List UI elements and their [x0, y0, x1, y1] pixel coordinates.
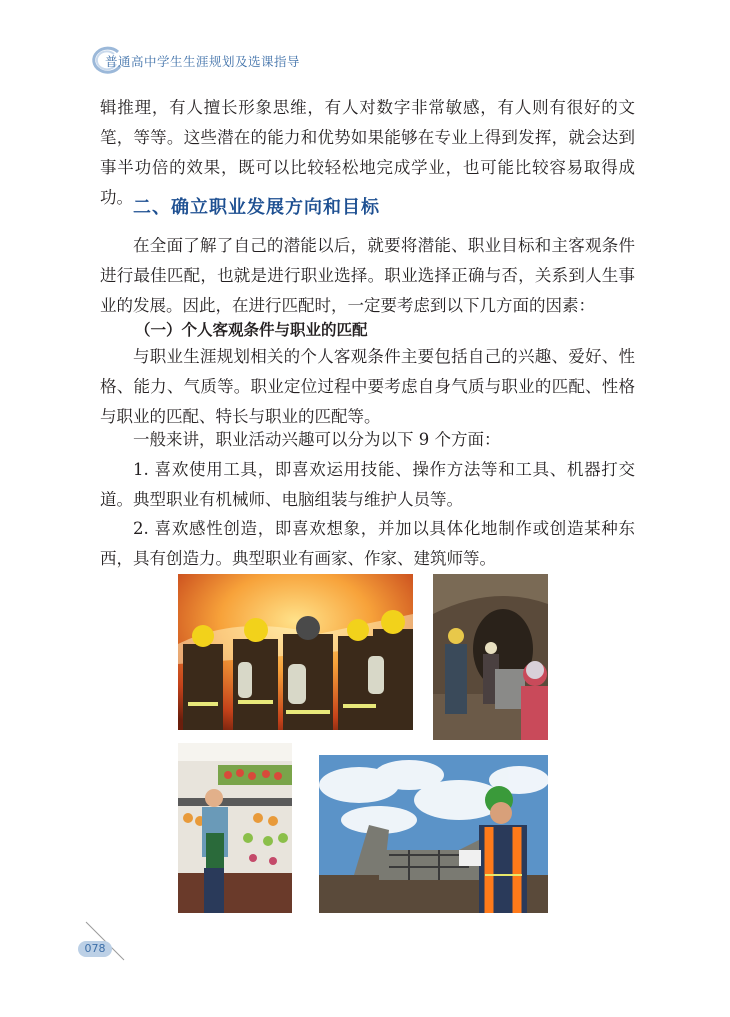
sub-heading: （一）个人客观条件与职业的匹配 — [135, 321, 368, 339]
section-heading: 二、确立职业发展方向和目标 — [133, 197, 380, 218]
page-header — [88, 44, 648, 76]
list-item-2: 2. 喜欢感性创造，即喜欢想象，并加以具体化地制作或创造某种东西，具有创造力。典型职业有画家、作家、建筑师等。 — [100, 519, 635, 568]
sub-paragraph: 与职业生涯规划相关的个人客观条件主要包括自己的兴趣、爱好、性格、能力、气质等。职业定位过程中要考虑自身气质与职业的匹配、性格与职业的匹配、特长与职业的匹配等。 — [100, 347, 635, 426]
construction-engineer-photo — [319, 755, 548, 913]
page-number: 078 — [78, 941, 112, 957]
header-title: 普通高中学生生涯规划及选课指导 — [105, 54, 301, 69]
miners-photo — [433, 574, 548, 740]
section-paragraph: 在全面了解了自己的潜能以后，就要将潜能、职业目标和主客观条件进行最佳匹配，也就是进行职业选择。职业选择正确与否，关系到人生事业的发展。因此，在进行匹配时，一定要考虑到以下几方面的因素： — [100, 236, 635, 315]
intro-paragraph: 辑推理，有人擅长形象思维，有人对数字非常敏感，有人则有很好的文笔，等等。这些潜在的能力和优势如果能够在专业上得到发挥，就会达到事半功倍的效果，既可以比较轻松地完成学业，也可能比较容易取得成功。 — [100, 98, 635, 207]
list-item-1: 1. 喜欢使用工具，即喜欢运用技能、操作方法等和工具、机器打交道。典型职业有机械师、电脑组装与维护人员等。 — [100, 460, 635, 509]
page-number-block — [78, 920, 138, 970]
firefighters-photo — [178, 574, 413, 730]
interest-paragraph: 一般来讲，职业活动兴趣可以分为以下 9 个方面： — [133, 430, 501, 449]
grocery-worker-photo — [178, 743, 292, 913]
